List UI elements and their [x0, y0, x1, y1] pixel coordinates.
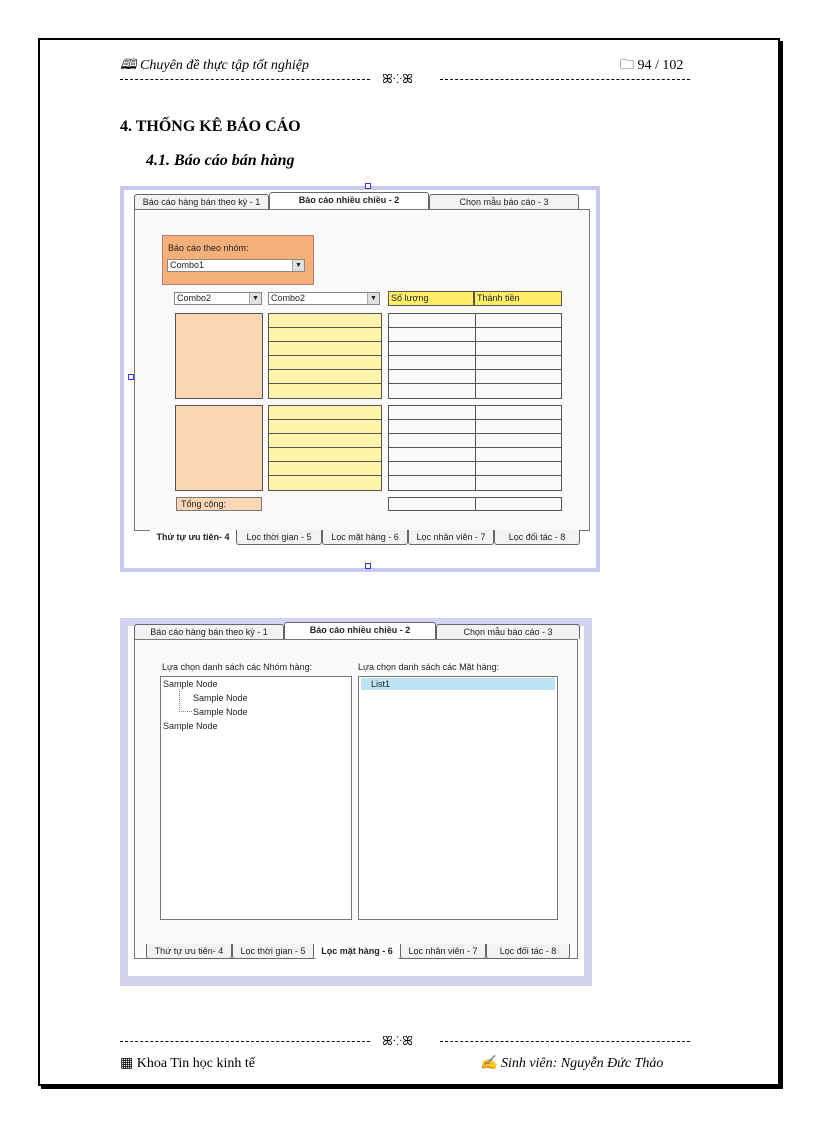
- report-form-screenshot-2: [120, 618, 592, 986]
- tab-report-template[interactable]: Chọn mẫu báo cáo - 3: [429, 194, 579, 209]
- header-page-number: 🗀 94 / 102: [620, 58, 684, 73]
- bottom-tabs: [150, 530, 580, 545]
- values-grid-2: [388, 405, 562, 491]
- pen-icon: ✍: [480, 1056, 498, 1071]
- values-grid-1: [388, 313, 562, 399]
- top-tabs-2: [134, 624, 580, 639]
- tab-filter-partner[interactable]: Lọc đối tác - 8: [486, 944, 570, 959]
- tab-filter-partner[interactable]: Lọc đối tác - 8: [494, 530, 580, 545]
- tab-filter-item[interactable]: Lọc mặt hàng - 6: [314, 944, 400, 959]
- combo2-right[interactable]: Combo2 ▼: [268, 292, 380, 305]
- chevron-down-icon: ▼: [292, 260, 304, 271]
- subsection-heading: 4.1. Báo cáo bán hàng: [146, 152, 295, 169]
- group-tree[interactable]: [160, 676, 352, 920]
- tab-period-report[interactable]: Báo cáo hàng bán theo kỳ - 1: [134, 194, 269, 209]
- total-label: Tổng cộng:: [176, 497, 262, 511]
- tab-filter-staff[interactable]: Lọc nhân viên - 7: [400, 944, 486, 959]
- tab-multidim-report[interactable]: Báo cáo nhiều chiều - 2: [284, 622, 436, 639]
- tree-node[interactable]: Sample Node: [163, 679, 218, 689]
- group-cell-2: [175, 405, 263, 491]
- tab-period-report[interactable]: Báo cáo hàng bán theo kỳ - 1: [134, 624, 284, 639]
- tab-filter-staff[interactable]: Lọc nhân viên - 7: [408, 530, 494, 545]
- tab-filter-time[interactable]: Lọc thời gian - 5: [232, 944, 314, 959]
- tab-priority[interactable]: Thứ tự ưu tiên- 4: [146, 944, 232, 959]
- col-amount-header: Thành tiền: [474, 291, 562, 306]
- bottom-tabs-2: [146, 944, 570, 959]
- ornament-icon: ꕤ⁘ꕤ: [382, 1036, 414, 1048]
- section-heading: 4. THỐNG KÊ BÁO CÁO: [120, 118, 301, 135]
- group-label: Báo cáo theo nhóm:: [168, 243, 249, 253]
- header-rule: [120, 74, 690, 86]
- group-cell-1: [175, 313, 263, 399]
- tab-report-template[interactable]: Chọn mẫu báo cáo - 3: [436, 624, 580, 639]
- footer-faculty: ▦ Khoa Tin học kinh tế: [120, 1056, 255, 1071]
- tree-node[interactable]: Sample Node: [163, 721, 218, 731]
- report-form-screenshot-1: [120, 186, 600, 572]
- item-list-label: Lựa chọn danh sách các Mặt hàng:: [358, 662, 500, 672]
- list-item[interactable]: List1: [361, 678, 555, 690]
- tree-node[interactable]: Sample Node: [193, 693, 248, 703]
- ornament-icon: ꕤ⁘ꕤ: [382, 74, 414, 86]
- item-list-2: [268, 405, 382, 491]
- tab-multidim-report[interactable]: Báo cáo nhiều chiều - 2: [269, 192, 429, 209]
- tab-priority[interactable]: Thứ tự ưu tiên- 4: [150, 530, 236, 545]
- group-box: [162, 235, 314, 285]
- group-list-label: Lựa chọn danh sách các Nhóm hàng:: [162, 662, 313, 672]
- footer-rule: [120, 1036, 690, 1048]
- chevron-down-icon: ▼: [249, 293, 261, 304]
- top-tabs: [134, 194, 579, 209]
- book-icon: 🕮: [120, 58, 137, 73]
- footer-student: ✍ Sinh viên: Nguyễn Đức Thảo: [480, 1056, 664, 1071]
- tree-node[interactable]: Sample Node: [193, 707, 248, 717]
- total-row: [388, 497, 562, 511]
- item-listbox[interactable]: [358, 676, 558, 920]
- faculty-icon: ▦: [120, 1056, 134, 1071]
- tab-filter-time[interactable]: Lọc thời gian - 5: [236, 530, 322, 545]
- tab-filter-item[interactable]: Lọc mặt hàng - 6: [322, 530, 408, 545]
- combo2-left[interactable]: Combo2 ▼: [174, 292, 262, 305]
- item-list-1: [268, 313, 382, 399]
- col-quantity-header: Số lượng: [388, 291, 474, 306]
- chevron-down-icon: ▼: [367, 293, 379, 304]
- header-title: 🕮 Chuyên đề thực tập tốt nghiệp: [120, 58, 310, 73]
- folder-icon: 🗀: [620, 58, 634, 73]
- combo1[interactable]: Combo1 ▼: [167, 259, 305, 272]
